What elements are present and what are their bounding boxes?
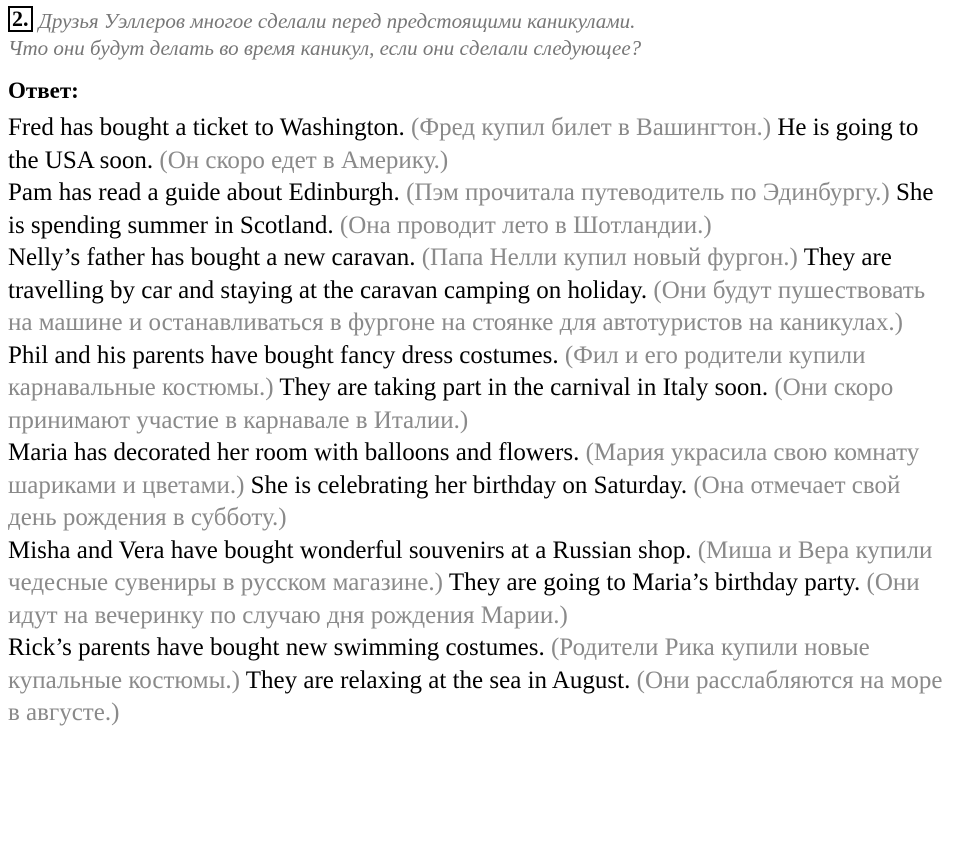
- sentence-en: She is celebrating her birthday on Saturday.: [250, 471, 688, 499]
- sentence-en: Pam has read a guide about Edinburgh.: [8, 179, 400, 206]
- answer-item: [8, 535, 948, 633]
- document-page: [8, 6, 948, 730]
- answer-item: [8, 177, 948, 242]
- sentence-en: They are going to Maria’s birthday party.: [448, 569, 861, 596]
- translation-ru: (Миша и Вера купили чедесные сувениры в русском магазине.): [8, 536, 933, 596]
- translation-ru: (Они расслабляются на море в августе.): [8, 666, 943, 726]
- answer-item: [8, 437, 948, 535]
- sentence-en: Fred has bought a ticket to Washington.: [8, 114, 405, 141]
- translation-ru: (Мария украсила свою комнату шариками и цветами.): [8, 439, 920, 499]
- sentence-en: Rick’s parents have bought new swimming costumes.: [8, 634, 545, 661]
- task-header: [8, 6, 948, 62]
- translation-ru: (Они будут пушествовать на машине и останавливаться в фургоне на стоянке для автотуристов на каникулах.): [8, 276, 926, 336]
- task-number-box: 2.: [8, 6, 33, 32]
- answer-item: [8, 242, 948, 340]
- sentence-en: She is spending summer in Scotland.: [8, 179, 934, 239]
- answer-body: [8, 112, 948, 730]
- sentence-en: They are relaxing at the sea in August.: [245, 666, 631, 694]
- answer-item: [8, 112, 948, 177]
- sentence-en: Maria has decorated her room with balloons and flowers.: [8, 439, 580, 466]
- translation-ru: (Фред купил билет в Вашингтон.): [411, 114, 772, 141]
- sentence-en: Misha and Vera have bought wonderful souvenirs at a Russian shop.: [8, 536, 692, 564]
- translation-ru: (Папа Нелли купил новый фургон.): [421, 244, 798, 271]
- task-text-line1: Друзья Уэллеров многое сделали перед предстоящими каникулами.: [38, 9, 636, 33]
- translation-ru: (Они идут на вечеринку по случаю дня рождения Марии.): [8, 569, 920, 629]
- translation-ru: (Они скоро принимают участие в карнавале в Италии.): [8, 374, 894, 434]
- sentence-en: Phil and his parents have bought fancy dress costumes.: [8, 341, 559, 369]
- translation-ru: (Фил и его родители купили карнавальные костюмы.): [8, 341, 866, 401]
- translation-ru: (Он скоро едет в Америку.): [159, 146, 449, 174]
- translation-ru: (Она проводит лето в Шотландии.): [339, 211, 712, 239]
- answer-item: [8, 632, 948, 730]
- translation-ru: (Пэм прочитала путеводитель по Эдинбургу.): [406, 179, 890, 206]
- answer-item: [8, 340, 948, 438]
- translation-ru: (Она отмечает свой день рождения в субботу.): [8, 471, 901, 531]
- translation-ru: (Родители Рика купили новые купальные костюмы.): [8, 634, 870, 694]
- sentence-en: They are taking part in the carnival in Italy soon.: [279, 374, 769, 401]
- answer-label: Ответ:: [8, 78, 79, 103]
- sentence-en: They are travelling by car and staying at the caravan camping on holiday.: [8, 244, 892, 304]
- sentence-en: He is going to the USA soon.: [8, 114, 919, 174]
- sentence-en: Nelly’s father has bought a new caravan.: [8, 244, 416, 271]
- task-text-line2: Что они будут делать во время каникул, если они сделали следующее?: [8, 36, 642, 60]
